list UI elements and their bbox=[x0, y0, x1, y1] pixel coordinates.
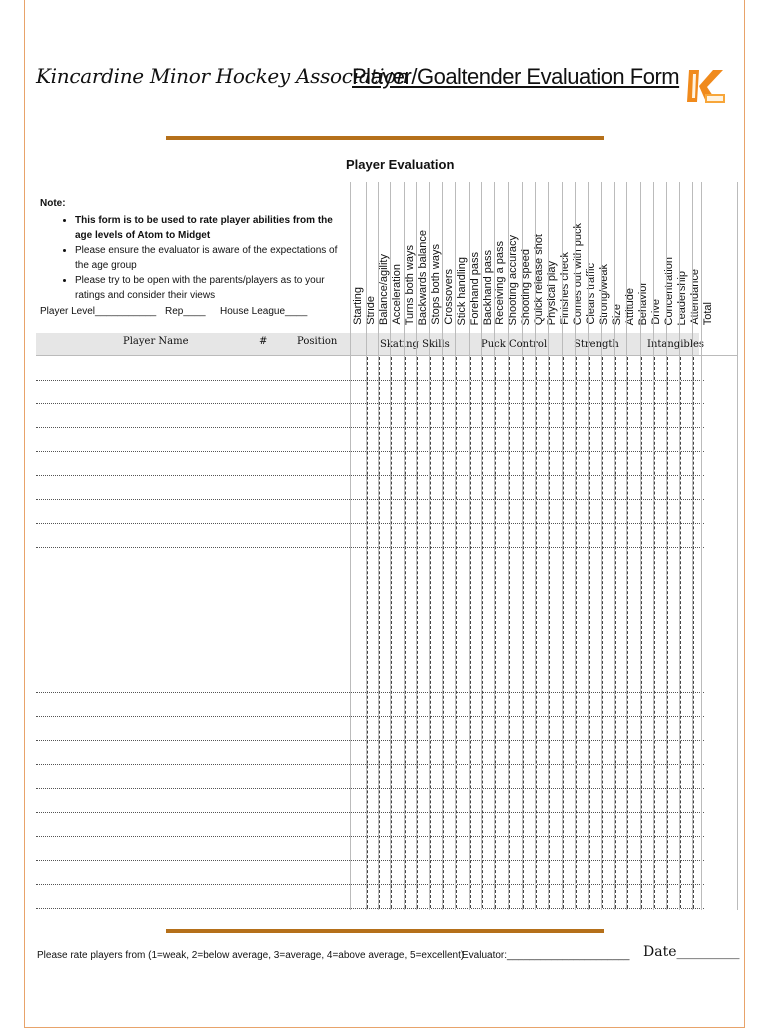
cell-divider bbox=[482, 357, 483, 908]
group-intangibles: Intangibles bbox=[647, 339, 705, 350]
table-row[interactable] bbox=[36, 740, 704, 741]
column-header: Leadership bbox=[675, 270, 688, 325]
cell-divider bbox=[391, 357, 392, 908]
cell-divider bbox=[680, 357, 681, 908]
cell-divider bbox=[430, 357, 431, 908]
date-field: Date_________ bbox=[643, 944, 740, 960]
column-header: Strong/weak bbox=[598, 263, 611, 325]
table-row[interactable] bbox=[36, 475, 704, 476]
player-level-field: Player Level___________ bbox=[40, 306, 157, 317]
table-row[interactable] bbox=[36, 860, 704, 861]
table-row[interactable] bbox=[36, 380, 704, 381]
table-row[interactable] bbox=[36, 908, 704, 909]
table-row[interactable] bbox=[36, 716, 704, 717]
table-row[interactable] bbox=[36, 427, 704, 428]
form-title: Player/Goaltender Evaluation Form bbox=[352, 64, 680, 89]
column-divider bbox=[350, 182, 351, 910]
grid-top-line bbox=[36, 355, 738, 356]
cell-divider bbox=[495, 357, 496, 908]
table-row[interactable] bbox=[36, 884, 704, 885]
cell-divider bbox=[367, 357, 368, 908]
note-item: • This form is to be used to rate player abilities from the age levels of Atom to Midget bbox=[75, 213, 340, 243]
cell-divider bbox=[654, 357, 655, 908]
bottom-divider bbox=[166, 929, 604, 933]
column-header: Comes out with puck bbox=[572, 222, 585, 325]
column-header: Finishes check bbox=[559, 252, 572, 325]
table-row[interactable] bbox=[36, 403, 704, 404]
column-header: Size bbox=[611, 303, 623, 325]
cell-divider bbox=[405, 357, 406, 908]
cell-divider bbox=[549, 357, 550, 908]
column-header: Starting bbox=[352, 287, 364, 325]
group-strength: Strength bbox=[574, 339, 619, 350]
cell-divider bbox=[602, 357, 603, 908]
cell-divider bbox=[589, 357, 590, 908]
cell-divider bbox=[509, 357, 510, 908]
section-title: Player Evaluation bbox=[346, 157, 455, 172]
column-header: Balance/agility bbox=[377, 254, 390, 325]
column-header: Concentration bbox=[662, 256, 675, 325]
column-header: Shooting accuracy bbox=[507, 234, 520, 325]
cell-divider bbox=[563, 357, 564, 908]
column-header: Shooting speed bbox=[520, 248, 533, 325]
table-row[interactable] bbox=[36, 547, 704, 548]
cell-divider bbox=[693, 357, 694, 908]
cell-divider bbox=[576, 357, 577, 908]
table-row[interactable] bbox=[36, 523, 704, 524]
table-row[interactable] bbox=[36, 788, 704, 789]
table-row[interactable] bbox=[36, 451, 704, 452]
player-name-header: Player Name bbox=[123, 336, 189, 347]
note-block bbox=[40, 196, 340, 303]
page-border bbox=[24, 0, 745, 1028]
table-row[interactable] bbox=[36, 764, 704, 765]
column-header: Physical play bbox=[546, 260, 559, 325]
cell-divider bbox=[379, 357, 380, 908]
column-header: Clears traffic bbox=[585, 263, 598, 325]
table-row[interactable] bbox=[36, 499, 704, 500]
cell-divider bbox=[417, 357, 418, 908]
column-header: Attitude bbox=[623, 287, 636, 325]
column-header: Receiving a pass bbox=[494, 241, 507, 325]
column-header: Backwards balance bbox=[416, 229, 429, 325]
column-header: Backhand pass bbox=[481, 249, 494, 325]
note-heading: Note: bbox=[40, 198, 66, 209]
column-header: Total bbox=[701, 301, 714, 325]
note-item: • Please try to be open with the parents/players as to your ratings and consider their views bbox=[75, 273, 340, 303]
column-header: Turns both ways bbox=[403, 244, 416, 325]
top-divider bbox=[166, 136, 604, 140]
kmha-logo bbox=[687, 66, 727, 106]
column-header: Drive bbox=[649, 299, 662, 325]
organization-name: Kincardine Minor Hockey Association bbox=[36, 64, 409, 88]
cell-divider bbox=[523, 357, 524, 908]
cell-divider bbox=[641, 357, 642, 908]
evaluator-field: Evaluator:______________________ bbox=[462, 950, 630, 961]
table-row[interactable] bbox=[36, 692, 704, 693]
table-row[interactable] bbox=[36, 836, 704, 837]
column-divider bbox=[701, 182, 702, 910]
group-puck-control: Puck Control bbox=[481, 339, 548, 350]
house-league-field: House League____ bbox=[220, 306, 308, 317]
column-header: Crossovers bbox=[442, 269, 455, 325]
cell-divider bbox=[627, 357, 628, 908]
cell-divider bbox=[615, 357, 616, 908]
table-right-border bbox=[737, 182, 738, 910]
cell-divider bbox=[456, 357, 457, 908]
column-header: Forehand pass bbox=[468, 251, 481, 325]
table-row[interactable] bbox=[36, 812, 704, 813]
rep-field: Rep____ bbox=[165, 306, 206, 317]
rating-scale: Please rate players from (1=weak, 2=below average, 3=average, 4=above average, 5=excellent) bbox=[37, 950, 465, 961]
cell-divider bbox=[536, 357, 537, 908]
column-header: Stride bbox=[364, 296, 377, 325]
cell-divider bbox=[470, 357, 471, 908]
cell-divider bbox=[667, 357, 668, 908]
column-header: Acceleration bbox=[390, 264, 403, 325]
note-item: • Please ensure the evaluator is aware of the expectations of the age group bbox=[75, 243, 340, 273]
group-skating-skills: Skating Skills bbox=[380, 339, 450, 350]
number-header: # bbox=[259, 336, 268, 347]
column-header: Stops both ways bbox=[429, 244, 442, 325]
column-header: Stick handling bbox=[455, 256, 468, 325]
cell-divider bbox=[443, 357, 444, 908]
position-header: Position bbox=[297, 336, 338, 347]
column-header: Quick release shot bbox=[533, 233, 546, 325]
column-header: Behavior bbox=[636, 281, 649, 325]
column-header: Attendance bbox=[688, 269, 701, 325]
